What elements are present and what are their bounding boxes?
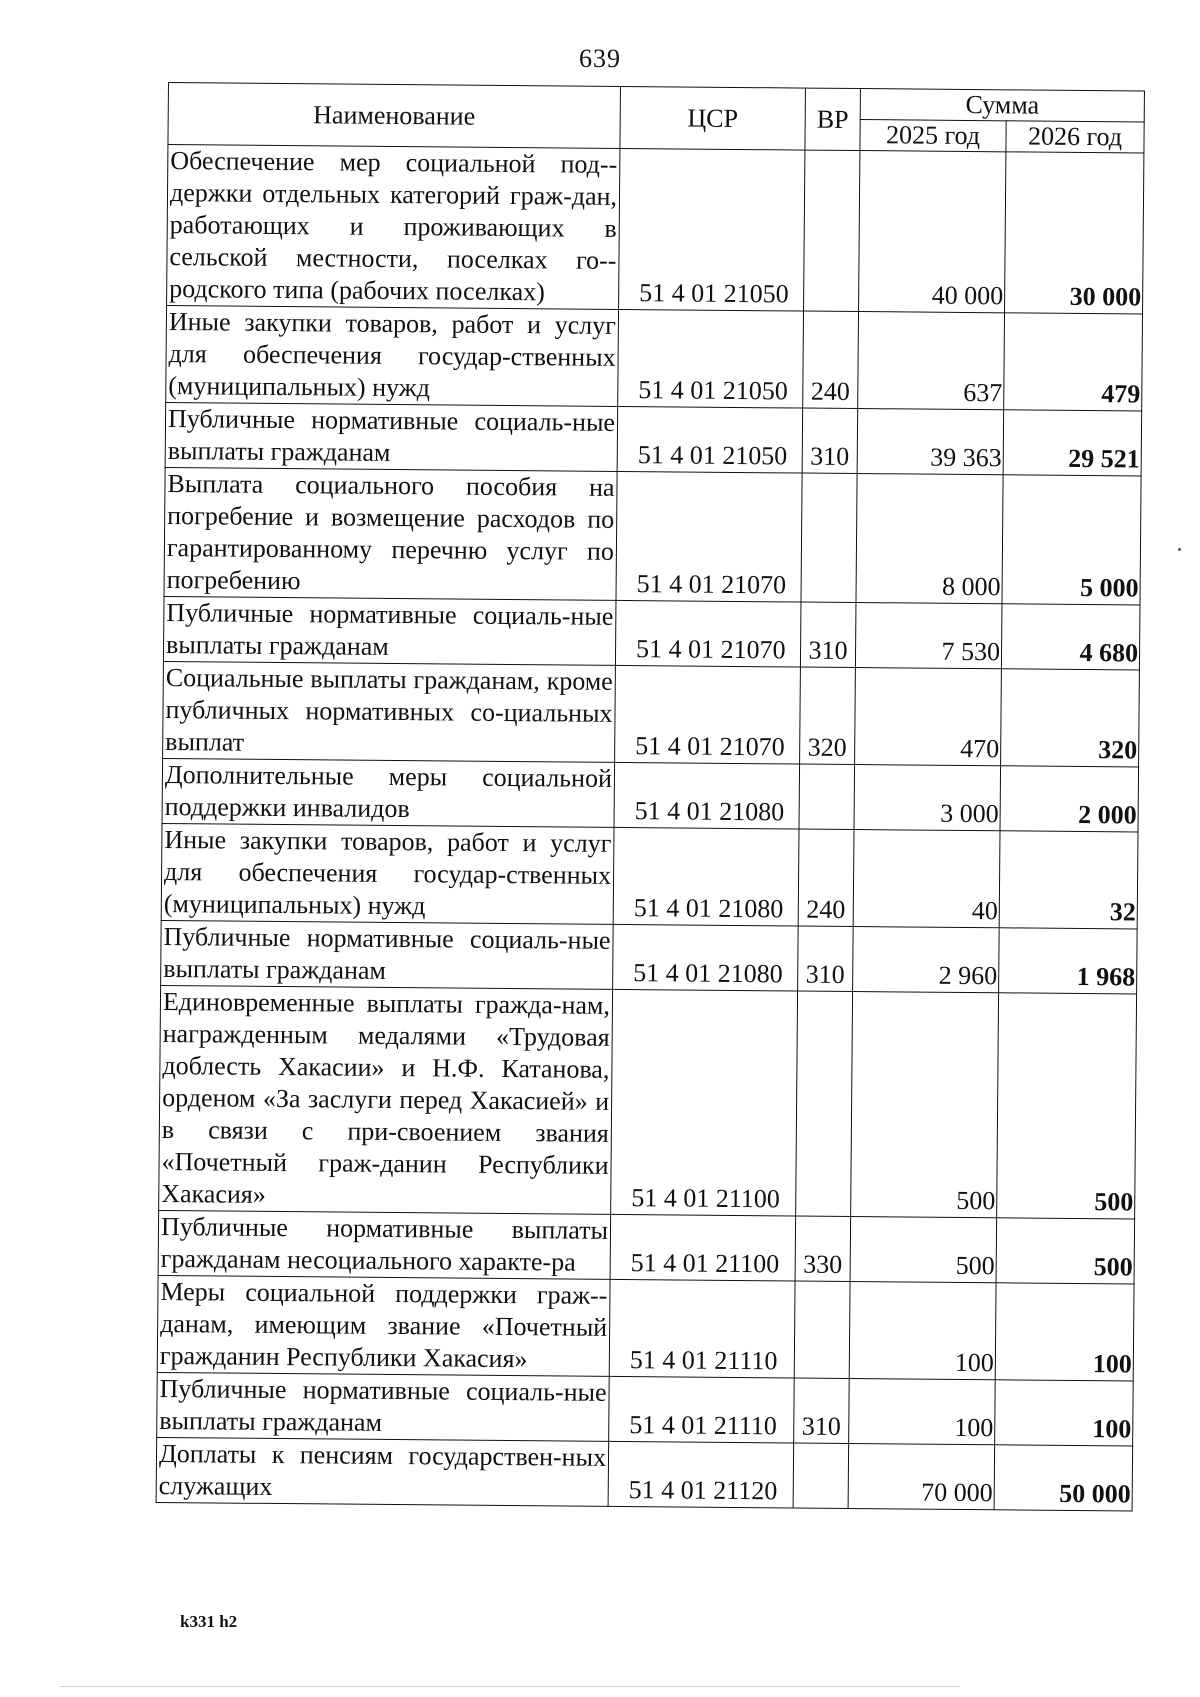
row-vr-cell: 310: [794, 1378, 850, 1443]
row-sum-2026-cell: 1 968: [999, 928, 1138, 994]
budget-table-wrapper: [158, 82, 1144, 1509]
row-name-cell: Иные закупки товаров, работ и услуг для обеспечения государ-ственных (муниципальных) нужд: [166, 305, 619, 406]
row-sum-2025-cell: 2 960: [853, 927, 1000, 993]
table-row: [157, 1372, 1134, 1446]
table-header: [168, 83, 1145, 154]
row-sum-2025-cell: 40: [853, 830, 1000, 928]
table-row: [165, 402, 1142, 476]
header-year-2025: 2025 год: [860, 120, 1006, 152]
row-name-cell: Единовременные выплаты гражда-нам, награжденным медалями «Трудовая доблесть Хакасии» и Н.Ф. Катанова, орденом «За заслуги перед Хакасией» и в связи с при-своением звания «Почетный граж-данин Республики Хакасия»: [159, 985, 613, 1214]
header-name: Наименование: [168, 83, 621, 149]
table-body: [156, 145, 1144, 1511]
table-row: [158, 1210, 1135, 1284]
table-row: [161, 920, 1138, 994]
row-vr-cell: [794, 1281, 850, 1378]
row-name-cell: Дополнительные меры социальной поддержки инвалидов: [162, 758, 615, 827]
row-sum-2026-cell: 500: [997, 993, 1137, 1219]
row-vr-cell: [796, 991, 853, 1216]
header-year-2026: 2026 год: [1006, 121, 1144, 153]
row-csr-cell: 51 4 01 21070: [615, 600, 801, 667]
row-csr-cell: 51 4 01 21070: [615, 665, 801, 764]
row-sum-2026-cell: 479: [1004, 313, 1143, 411]
row-name-cell: Социальные выплаты гражданам, кроме публичных нормативных со-циальных выплат: [163, 661, 616, 762]
row-csr-cell: 51 4 01 21050: [618, 309, 804, 408]
row-csr-cell: 51 4 01 21050: [619, 148, 805, 311]
row-vr-cell: [801, 473, 857, 602]
row-sum-2026-cell: 5 000: [1002, 475, 1141, 605]
table-row: [167, 145, 1144, 315]
row-csr-cell: 51 4 01 21070: [616, 471, 802, 602]
row-vr-cell: [799, 764, 855, 829]
table-row: [166, 305, 1143, 411]
row-csr-cell: 51 4 01 21120: [608, 1441, 794, 1508]
row-sum-2025-cell: 7 530: [855, 603, 1002, 669]
row-sum-2026-cell: 500: [996, 1218, 1135, 1284]
scan-artifact-dot: [1178, 548, 1181, 551]
header-sum: Сумма: [860, 89, 1144, 122]
row-sum-2026-cell: 2 000: [1000, 766, 1139, 832]
row-sum-2025-cell: 100: [849, 1281, 996, 1379]
row-sum-2025-cell: 70 000: [848, 1443, 995, 1509]
row-sum-2025-cell: 39 363: [857, 409, 1004, 475]
row-sum-2026-cell: 32: [999, 831, 1138, 929]
row-sum-2026-cell: 50 000: [994, 1445, 1133, 1511]
header-vr: ВР: [805, 88, 861, 150]
row-name-cell: Меры социальной поддержки граж-данам, имеющим звание «Почетный гражданин Республики Хакасия»: [157, 1275, 610, 1376]
row-sum-2025-cell: 8 000: [856, 474, 1003, 604]
table-row: [161, 823, 1138, 929]
row-sum-2025-cell: 3 000: [854, 765, 1001, 831]
table-row: [156, 1437, 1133, 1511]
row-name-cell: Публичные нормативные социаль-ные выплаты гражданам: [157, 1372, 610, 1441]
budget-table: [156, 82, 1145, 1511]
row-csr-cell: 51 4 01 21100: [611, 989, 798, 1216]
row-vr-cell: 310: [802, 408, 858, 473]
row-csr-cell: 51 4 01 21100: [610, 1214, 796, 1281]
table-row: [159, 985, 1137, 1219]
row-vr-cell: [793, 1443, 849, 1508]
row-sum-2025-cell: 470: [855, 668, 1002, 766]
row-sum-2026-cell: 100: [995, 1283, 1134, 1381]
row-csr-cell: 51 4 01 21080: [614, 762, 800, 829]
row-csr-cell: 51 4 01 21110: [609, 1376, 795, 1443]
row-name-cell: Иные закупки товаров, работ и услуг для обеспечения государ-ственных (муниципальных) нужд: [161, 823, 614, 924]
row-name-cell: Публичные нормативные социаль-ные выплаты гражданам: [161, 920, 614, 989]
row-vr-cell: [804, 150, 860, 311]
row-csr-cell: 51 4 01 21110: [609, 1279, 795, 1378]
row-csr-cell: 51 4 01 21080: [613, 924, 799, 991]
row-sum-2026-cell: 29 521: [1003, 410, 1142, 476]
table-row: [164, 467, 1141, 605]
row-name-cell: Обеспечение мер социальной под-держки отдельных категорий граж-дан, работающих и проживающих в сельской местности, поселках го-родского типа (рабочих поселках): [167, 145, 620, 310]
scan-artifact-line: [60, 1686, 960, 1687]
row-vr-cell: 240: [798, 829, 854, 926]
row-sum-2026-cell: 320: [1001, 669, 1140, 767]
row-vr-cell: 310: [798, 926, 854, 991]
row-vr-cell: 330: [795, 1216, 851, 1281]
row-sum-2026-cell: 100: [995, 1380, 1134, 1446]
row-sum-2025-cell: 100: [849, 1378, 996, 1444]
header-csr: ЦСР: [620, 86, 806, 150]
row-name-cell: Публичные нормативные социаль-ные выплаты гражданам: [165, 402, 618, 471]
row-sum-2025-cell: 40 000: [859, 151, 1006, 313]
footer-code: k331 h2: [180, 1612, 238, 1631]
row-name-cell: Публичные нормативные социаль-ные выплаты гражданам: [163, 596, 616, 665]
row-sum-2025-cell: 637: [858, 312, 1005, 410]
table-row: [162, 758, 1139, 832]
row-name-cell: Выплата социального пособия на погребение и возмещение расходов по гарантированному перечню услуг по погребению: [164, 467, 617, 600]
row-csr-cell: 51 4 01 21080: [613, 827, 799, 926]
page-number: 639: [579, 44, 621, 73]
table-row: [157, 1275, 1134, 1381]
table-row: [163, 596, 1140, 670]
row-sum-2026-cell: 30 000: [1005, 152, 1144, 314]
row-vr-cell: 320: [800, 667, 856, 764]
row-csr-cell: 51 4 01 21050: [617, 406, 803, 473]
row-sum-2026-cell: 4 680: [1001, 604, 1140, 670]
row-vr-cell: 240: [803, 311, 859, 408]
table-row: [163, 661, 1140, 767]
row-sum-2025-cell: 500: [850, 1217, 997, 1283]
row-vr-cell: 310: [800, 602, 856, 667]
row-sum-2025-cell: 500: [851, 992, 999, 1218]
row-name-cell: Публичные нормативные выплаты гражданам несоциального характе-ра: [158, 1210, 611, 1279]
row-name-cell: Доплаты к пенсиям государствен-ных служащих: [156, 1437, 609, 1506]
